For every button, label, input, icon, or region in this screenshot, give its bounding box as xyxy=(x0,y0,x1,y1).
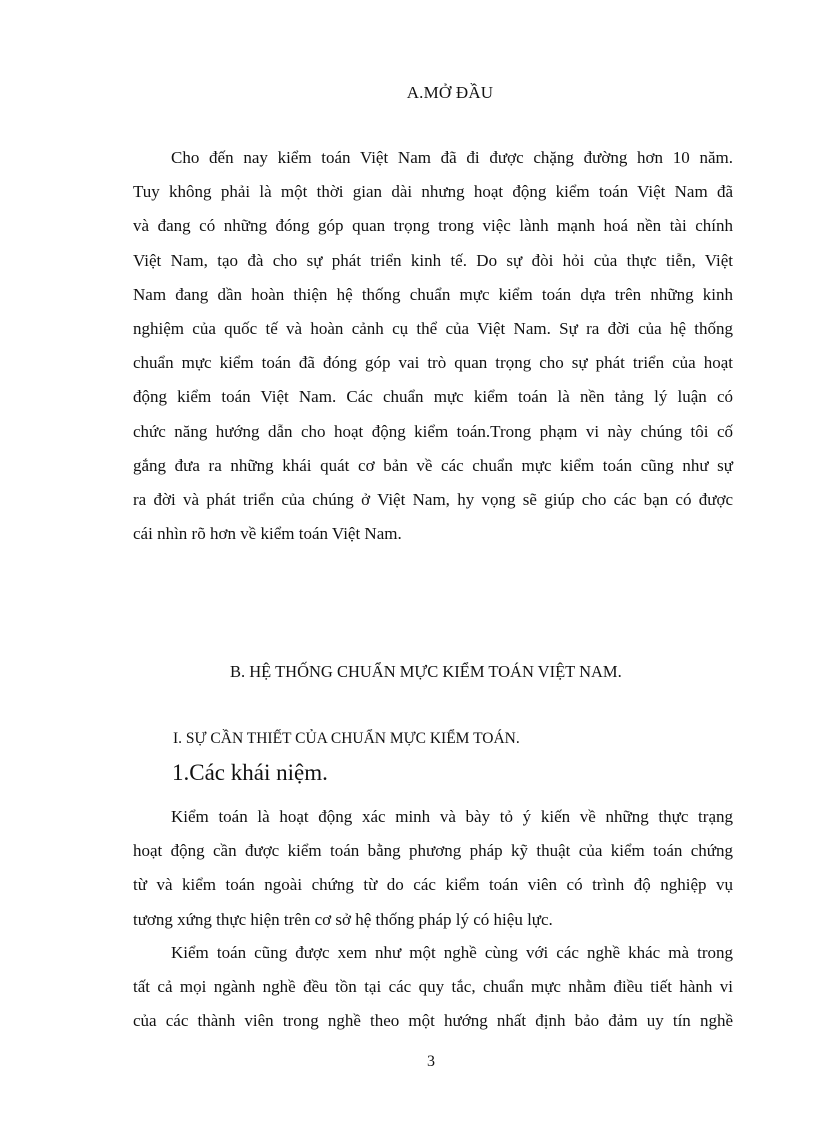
intro-paragraph xyxy=(133,141,733,551)
section-heading-a: A.MỞ ĐẦU xyxy=(406,83,494,102)
definition-paragraph xyxy=(133,800,733,937)
intro-line: chức năng hướng dẫn cho hoạt động kiểm toán.Trong phạm vi này chúng tôi cố xyxy=(133,421,733,441)
subsection-heading-1: 1.Các khái niệm. xyxy=(172,760,328,785)
page-number: 3 xyxy=(427,1053,435,1070)
intro-line: gắng đưa ra những khái quát cơ bản về các chuẩn mực kiểm toán cũng như sự xyxy=(133,455,733,475)
subsection-heading-i: I. SỰ CẦN THIẾT CỦA CHUẨN MỰC KIỂM TOÁN. xyxy=(173,730,520,747)
intro-line: động kiểm toán Việt Nam. Các chuẩn mực kiểm toán là nền tảng lý luận có xyxy=(133,387,733,407)
body-line: tất cả mọi ngành nghề đều tồn tại các quy tắc, chuẩn mực nhằm điều tiết hành vi xyxy=(133,977,733,997)
intro-line: Việt Nam, tạo đà cho sự phát triển kinh tế. Do sự đòi hỏi của thực tiễn, Việt xyxy=(133,250,733,270)
intro-line: và đang có những đóng góp quan trọng trong việc lành mạnh hoá nền tài chính xyxy=(133,216,733,236)
intro-line: Tuy không phải là một thời gian dài nhưng hoạt động kiểm toán Việt Nam đã xyxy=(133,182,733,202)
section-heading-b: B. HỆ THỐNG CHUẨN MỰC KIỂM TOÁN VIỆT NAM. xyxy=(230,662,622,681)
intro-line: chuẩn mực kiểm toán đã đóng góp vai trò quan trọng cho sự phát triển của hoạt xyxy=(133,353,733,373)
intro-line: Nam đang dần hoàn thiện hệ thống chuẩn mực kiểm toán dựa trên những kinh xyxy=(133,284,733,304)
body-line: từ và kiểm toán ngoài chứng từ do các kiểm toán viên có trình độ nghiệp vụ xyxy=(133,875,733,895)
profession-paragraph xyxy=(133,936,733,1039)
body-line: Kiểm toán là hoạt động xác minh và bày tỏ ý kiến về những thực trạng xyxy=(171,807,733,826)
intro-line: Cho đến nay kiểm toán Việt Nam đã đi được chặng đường hơn 10 năm. xyxy=(171,148,733,167)
body-line: tương xứng thực hiện trên cơ sở hệ thống pháp lý có hiệu lực. xyxy=(133,909,553,929)
body-line: hoạt động cần được kiểm toán bằng phương pháp kỹ thuật của kiểm toán chứng xyxy=(133,841,733,861)
intro-line: ra đời và phát triển của chúng ở Việt Nam, hy vọng sẽ giúp cho các bạn có được xyxy=(133,490,733,510)
body-line: Kiểm toán cũng được xem như một nghề cùng với các nghề khác mà trong xyxy=(171,943,733,962)
intro-line: nghiệm của quốc tế và hoàn cảnh cụ thể của Việt Nam. Sự ra đời của hệ thống xyxy=(133,319,733,339)
body-line: của các thành viên trong nghề theo một hướng nhất định bảo đảm uy tín nghề xyxy=(133,1011,733,1031)
intro-line: cái nhìn rõ hơn về kiểm toán Việt Nam. xyxy=(133,524,402,544)
